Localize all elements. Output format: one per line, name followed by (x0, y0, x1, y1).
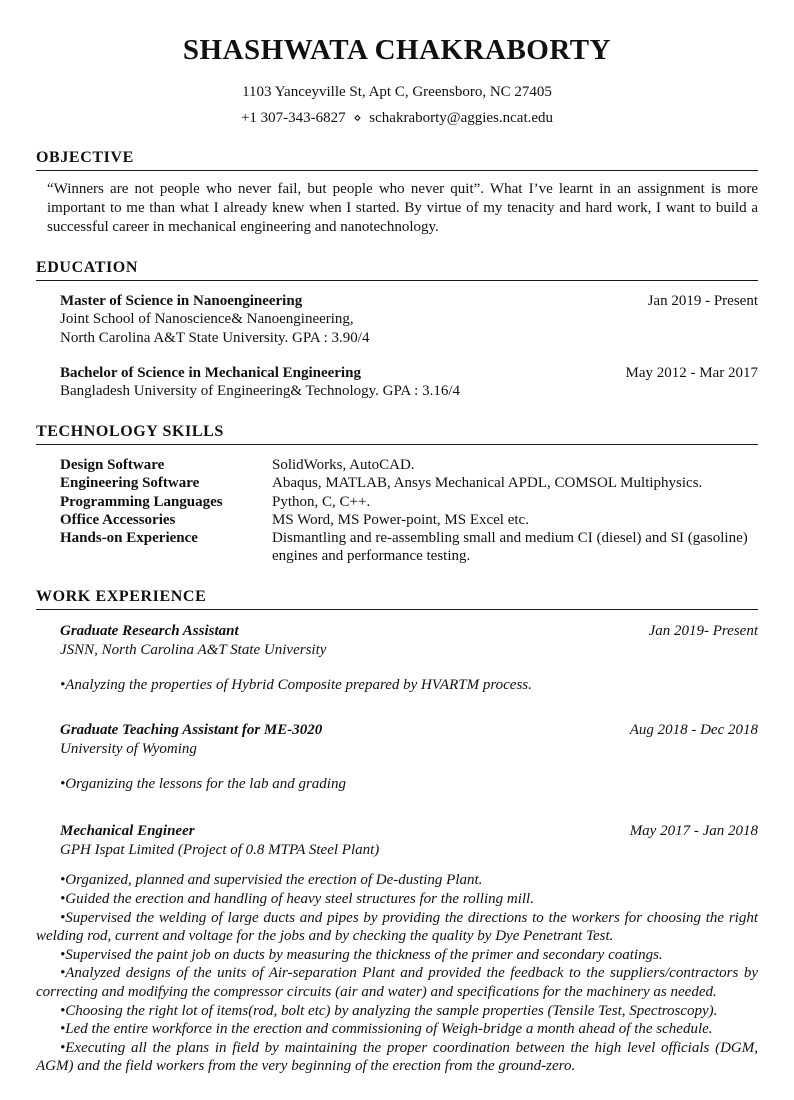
job-bullet: • Led the entire workforce in the erection and commissioning of Weigh-bridge a month ahead of the schedule. (36, 1020, 758, 1039)
skills-section (36, 423, 758, 566)
job-bullet: • Choosing the right lot of items(rod, bolt etc) by analyzing the sample properties (Tensile Test, Spectroscopy). (36, 1002, 758, 1021)
job-entry (36, 822, 758, 1076)
skills-table (60, 456, 758, 566)
job-head (60, 721, 758, 740)
skill-row (60, 493, 758, 511)
job-bullet: • Analyzing the properties of Hybrid Composite prepared by HVARTM process. (36, 676, 758, 695)
email-address: schakraborty@aggies.ncat.edu (369, 110, 554, 126)
job-bullets (36, 775, 758, 794)
date-range: Aug 2018 - Dec 2018 (629, 721, 758, 738)
company-name: GPH Ispat Limited (Project of 0.8 MTPA Steel Plant) (60, 841, 380, 858)
education-section (36, 259, 758, 401)
candidate-name: SHASHWATA CHAKRABORTY (182, 34, 612, 66)
job-bullets (36, 676, 758, 695)
section-divider (36, 280, 758, 281)
job-bullet: • Organizing the lessons for the lab and grading (36, 775, 758, 794)
education-entry-head (60, 292, 758, 310)
section-divider (36, 444, 758, 445)
section-divider (36, 609, 758, 610)
skill-label: Design Software (60, 456, 165, 473)
institution-line: Joint School of Nanoscience& Nanoengineering, (60, 311, 354, 328)
resume-header (36, 34, 758, 127)
education-entry-head (60, 364, 758, 382)
job-head (60, 622, 758, 641)
section-title-experience: WORK EXPERIENCE (36, 587, 207, 605)
skill-value: Dismantling and re-assembling small and medium CI (diesel) and SI (gasoline) engines and performance testing. (272, 530, 748, 565)
section-divider (36, 170, 758, 171)
skill-label: Office Accessories (60, 511, 176, 528)
education-entry (60, 364, 758, 401)
degree-title: Bachelor of Science in Mechanical Engineering (60, 364, 361, 381)
objective-text: “Winners are not people who never fail, but people who never quit”. What I’ve learnt in an assignment is more important to me than what I already knew when I started. By virtue of my tenacity and hard work, I want to build a successful career in mechanical engineering and nanotechnology. (47, 181, 758, 236)
contact-line (36, 110, 758, 127)
skill-value: Python, C, C++. (272, 493, 371, 510)
skill-label: Engineering Software (60, 475, 200, 492)
institution-line: North Carolina A&T State University. GPA : 3.90/4 (60, 330, 370, 347)
date-range: May 2012 - Mar 2017 (625, 364, 758, 381)
date-range: Jan 2019 - Present (647, 293, 758, 310)
skill-value: SolidWorks, AutoCAD. (272, 456, 415, 473)
job-bullet: • Analyzed designs of the units of Air-separation Plant and provided the feedback to the suppliers/contractors by correcting and modifying the compressor circuits (air and water) and specifications for the machinery as needed. (36, 964, 758, 1001)
skill-row (60, 511, 758, 529)
job-head (60, 822, 758, 841)
job-bullet: • Guided the erection and handling of heavy steel structures for the rolling mill. (36, 890, 758, 909)
job-bullet: • Supervised the welding of large ducts and pipes by providing the directions to the workers for choosing the right welding rod, current and voltage for the jobs and by checking the quality by Dye Penetrant Test. (36, 909, 758, 946)
skill-row (60, 474, 758, 492)
job-entry (60, 721, 758, 794)
objective-section (36, 149, 758, 237)
company-name: University of Wyoming (60, 740, 197, 757)
date-range: Jan 2019- Present (648, 622, 758, 639)
section-title-skills: TECHNOLOGY SKILLS (36, 422, 224, 440)
section-title-objective: OBJECTIVE (36, 149, 134, 166)
diamond-separator-icon: ⋄ (353, 110, 362, 125)
skill-value: Abaqus, MATLAB, Ansys Mechanical APDL, COMSOL Multiphysics. (272, 475, 703, 492)
experience-section (36, 588, 758, 1076)
degree-title: Master of Science in Nanoengineering (60, 293, 303, 310)
job-title: Mechanical Engineer (60, 822, 195, 839)
skill-row (60, 529, 758, 566)
institution-line: Bangladesh University of Engineering& Technology. GPA : 3.16/4 (60, 383, 461, 400)
address-line: 1103 Yanceyville St, Apt C, Greensboro, NC 27405 (242, 84, 552, 100)
job-entry (60, 622, 758, 695)
skill-row (60, 456, 758, 474)
skill-label: Programming Languages (60, 493, 223, 510)
phone-number: +1 307-343-6827 (240, 110, 346, 126)
skill-label: Hands-on Experience (60, 530, 198, 547)
job-title: Graduate Research Assistant (60, 622, 239, 639)
job-bullet: • Supervised the paint job on ducts by measuring the thickness of the primer and secondary coatings. (36, 946, 758, 965)
job-bullets (36, 871, 758, 1076)
education-entry (60, 292, 758, 348)
job-bullet: • Executing all the plans in field by maintaining the proper coordination between the high level officials (DGM, AGM) and the field workers from the very beginning of the erection from the ground-zero. (36, 1039, 758, 1076)
job-bullet: • Organized, planned and supervisied the erection of De-dusting Plant. (36, 871, 758, 890)
date-range: May 2017 - Jan 2018 (629, 822, 758, 839)
section-title-education: EDUCATION (36, 259, 139, 277)
company-name: JSNN, North Carolina A&T State University (60, 641, 327, 658)
skill-value: MS Word, MS Power-point, MS Excel etc. (272, 511, 529, 528)
job-title: Graduate Teaching Assistant for ME-3020 (60, 721, 323, 738)
